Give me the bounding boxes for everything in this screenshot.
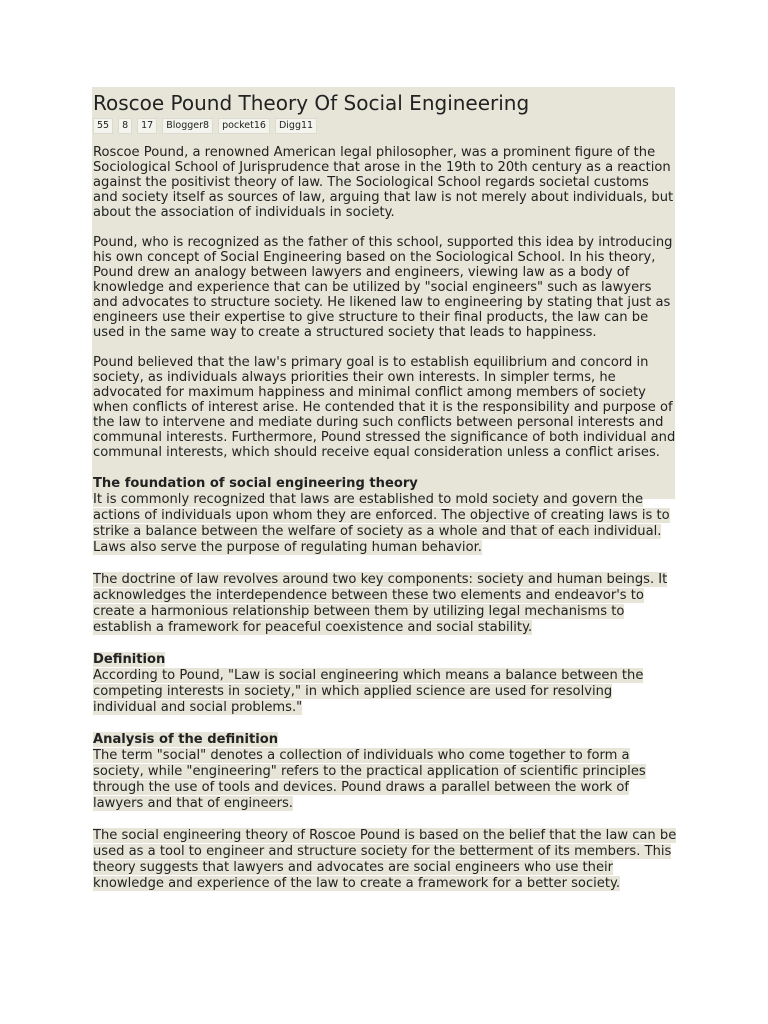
digg-share-button[interactable]: Digg11 [275, 118, 317, 134]
intro-section [93, 145, 677, 460]
intro-paragraph-2: Pound, who is recognized as the father of this school, supported this idea by introducing his own concept of Social Engineering based on the Sociological School. In his theory, Pound drew an analogy between lawyers and engineers, viewing law as a body of knowledge and experience that can be utilized by "social engineers" such as lawyers and advocates to structure society. He likened law to engineering by stating that just as engineers use their expertise to give structure to their final products, the law can be used in the same way to create a structured society that leads to happiness. [93, 235, 673, 340]
analysis-paragraph-1: The term "social" denotes a collection of individuals who come together to form a society, while "engineering" refers to the practical application of scientific principles through the use of tools and devices. Pound draws a parallel between the work of lawyers and that of engineers. [93, 748, 646, 811]
foundation-heading: The foundation of social engineering theory [93, 476, 418, 491]
analysis-paragraph-2: The social engineering theory of Roscoe Pound is based on the belief that the law can be used as a tool to engineer and structure society for the betterment of its members. This theory suggests that lawyers and advocates are social engineers who use their knowledge and experience of the law to create a framework for a better society. [93, 828, 677, 891]
analysis-heading: Analysis of the definition [93, 732, 279, 747]
share-count-8[interactable]: 8 [118, 118, 132, 134]
pocket-share-button[interactable]: pocket16 [218, 118, 270, 134]
page-title: Roscoe Pound Theory Of Social Engineering [93, 91, 530, 115]
intro-paragraph-3: Pound believed that the law's primary goal is to establish equilibrium and concord in society, as individuals always priorities their own interests. In simpler terms, he advocated for maximum happiness and minimal conflict among members of society when conflicts of interest arise. He contended that it is the responsibility and purpose of the law to intervene and mediate during such conflicts between personal interests and communal interests. Furthermore, Pound stressed the significance of both individual and communal interests, which should receive equal consideration unless a conflict arises. [93, 355, 676, 460]
foundation-section [93, 476, 677, 636]
definition-section [93, 652, 677, 716]
definition-heading: Definition [93, 652, 166, 667]
share-count-55[interactable]: 55 [93, 118, 113, 134]
share-count-17[interactable]: 17 [137, 118, 157, 134]
foundation-paragraph-2: The doctrine of law revolves around two key components: society and human beings. It acknowledges the interdependence between these two elements and endeavor's to create a harmonious relationship between them by utilizing legal mechanisms to establish a framework for peaceful coexistence and social stability. [93, 572, 668, 635]
blogger-share-button[interactable]: Blogger8 [162, 118, 213, 134]
intro-paragraph-1: Roscoe Pound, a renowned American legal philosopher, was a prominent figure of the Sociological School of Jurisprudence that arose in the 19th to 20th century as a reaction against the positivist theory of law. The Sociological School regards societal customs and society itself as sources of law, arguing that law is not merely about individuals, but about the association of individuals in society. [93, 145, 674, 220]
foundation-paragraph-1: It is commonly recognized that laws are established to mold society and govern the actions of individuals upon whom they are enforced. The objective of creating laws is to strike a balance between the welfare of society as a whole and that of each individual. Laws also serve the purpose of regulating human behavior. [93, 492, 670, 555]
definition-paragraph: According to Pound, "Law is social engineering which means a balance between the competing interests in society," in which applied science are used for resolving individual and social problems." [93, 668, 644, 715]
article-content [93, 90, 677, 908]
analysis-section [93, 732, 677, 892]
share-bar [93, 116, 677, 135]
